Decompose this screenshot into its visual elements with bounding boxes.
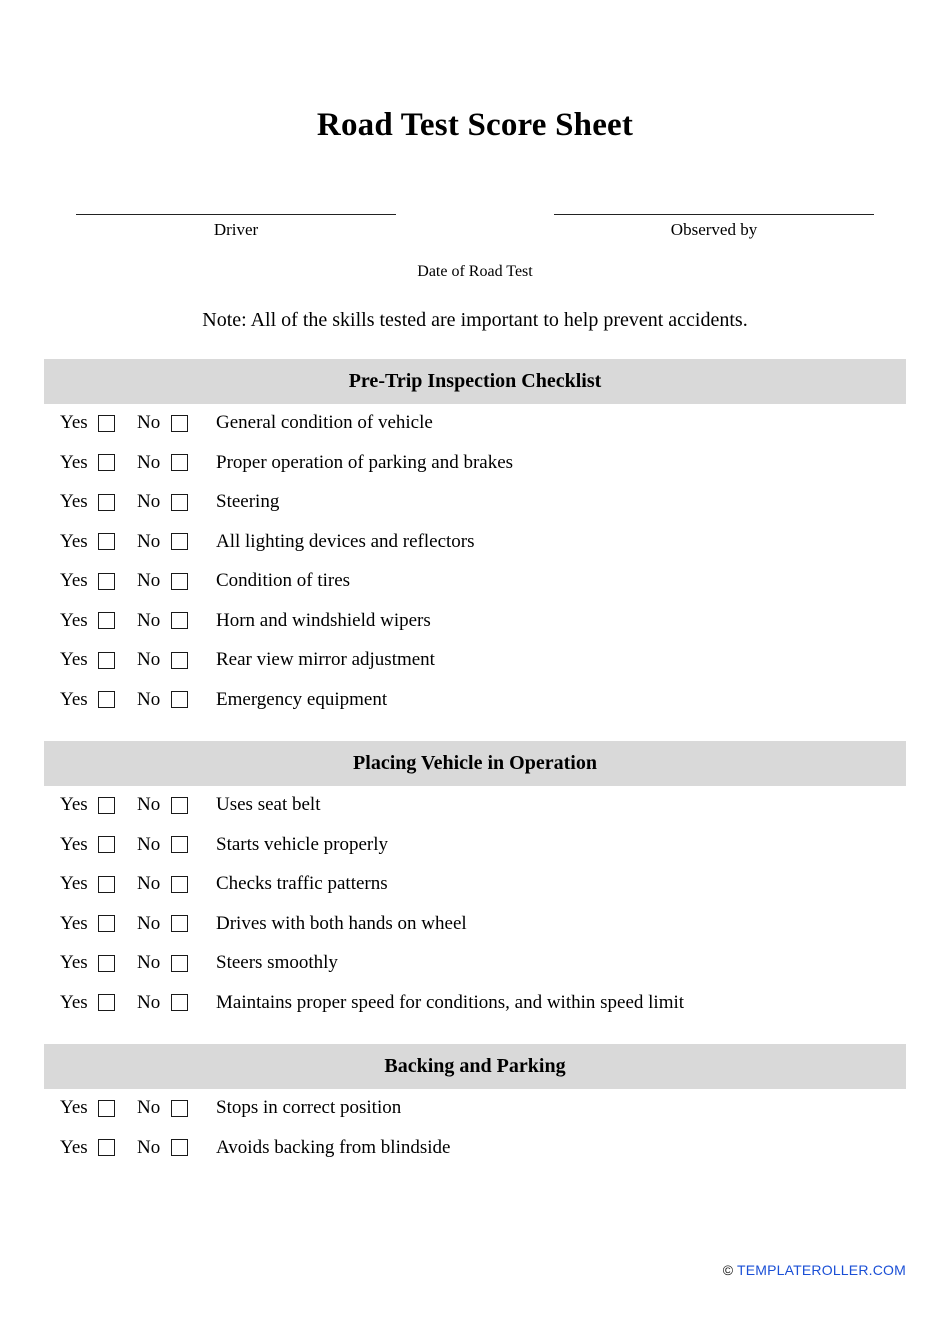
checklist-row <box>44 443 906 483</box>
no-label: No <box>137 609 161 631</box>
observed-by-field-label: Observed by <box>670 219 758 239</box>
section-header-placing-vehicle: Placing Vehicle in Operation <box>44 741 906 786</box>
no-checkbox[interactable] <box>171 691 188 708</box>
checklist-row <box>44 1089 906 1129</box>
no-checkbox[interactable] <box>171 994 188 1011</box>
no-checkbox[interactable] <box>171 454 188 471</box>
yes-label: Yes <box>60 491 88 513</box>
checklist-item-label: Condition of tires <box>216 570 351 592</box>
checklist-row <box>44 944 906 984</box>
yes-label: Yes <box>60 991 88 1013</box>
yes-checkbox[interactable] <box>98 691 115 708</box>
checklist-item-label: Emergency equipment <box>216 688 388 710</box>
no-label: No <box>137 833 161 855</box>
no-checkbox[interactable] <box>171 1139 188 1156</box>
date-field-row <box>44 263 906 281</box>
copyright-symbol: © <box>722 1262 734 1278</box>
no-checkbox[interactable] <box>171 415 188 432</box>
no-checkbox[interactable] <box>171 494 188 511</box>
yes-checkbox[interactable] <box>98 994 115 1011</box>
yes-label: Yes <box>60 412 88 434</box>
checklist-row <box>44 786 906 826</box>
checklist-item-label: Starts vehicle properly <box>216 833 389 855</box>
checklist-row <box>44 904 906 944</box>
footer-watermark[interactable] <box>723 1262 906 1278</box>
signature-fields-row <box>44 194 906 241</box>
yes-checkbox[interactable] <box>98 836 115 853</box>
checklist-row <box>44 680 906 720</box>
no-label: No <box>137 794 161 816</box>
no-label: No <box>137 530 161 552</box>
checklist-row <box>44 483 906 523</box>
driver-input-line[interactable] <box>76 194 396 215</box>
no-checkbox[interactable] <box>171 1100 188 1117</box>
no-checkbox[interactable] <box>171 573 188 590</box>
no-checkbox[interactable] <box>171 955 188 972</box>
yes-checkbox[interactable] <box>98 652 115 669</box>
checklist-item-label: Stops in correct position <box>216 1097 402 1119</box>
date-field <box>315 263 635 281</box>
yes-checkbox[interactable] <box>98 533 115 550</box>
yes-checkbox[interactable] <box>98 797 115 814</box>
yes-checkbox[interactable] <box>98 876 115 893</box>
no-label: No <box>137 912 161 934</box>
no-label: No <box>137 491 161 513</box>
checklist-item-label: All lighting devices and reflectors <box>216 530 475 552</box>
checklist-row <box>44 865 906 905</box>
checklist-row <box>44 983 906 1023</box>
driver-field-label: Driver <box>213 219 259 239</box>
checklist-row <box>44 562 906 602</box>
yes-checkbox[interactable] <box>98 955 115 972</box>
date-field-label: Date of Road Test <box>417 262 533 280</box>
note-text: Note: All of the skills tested are important to help prevent accidents. <box>202 308 748 331</box>
checklist-row <box>44 1128 906 1168</box>
no-label: No <box>137 952 161 974</box>
no-checkbox[interactable] <box>171 612 188 629</box>
yes-label: Yes <box>60 688 88 710</box>
no-checkbox[interactable] <box>171 915 188 932</box>
checklist-item-label: Steering <box>216 491 280 513</box>
yes-label: Yes <box>60 873 88 895</box>
yes-checkbox[interactable] <box>98 1139 115 1156</box>
driver-field <box>76 194 396 241</box>
yes-label: Yes <box>60 451 88 473</box>
no-label: No <box>137 1136 161 1158</box>
yes-label: Yes <box>60 794 88 816</box>
yes-label: Yes <box>60 570 88 592</box>
checklist-row <box>44 404 906 444</box>
no-label: No <box>137 873 161 895</box>
checklist-item-label: Rear view mirror adjustment <box>216 649 435 671</box>
no-label: No <box>137 991 161 1013</box>
checklist-item-label: Uses seat belt <box>216 794 321 816</box>
page-title: Road Test Score Sheet <box>316 107 634 143</box>
no-checkbox[interactable] <box>171 797 188 814</box>
no-label: No <box>137 570 161 592</box>
yes-checkbox[interactable] <box>98 1100 115 1117</box>
yes-label: Yes <box>60 912 88 934</box>
section-header-pre-trip: Pre-Trip Inspection Checklist <box>44 359 906 404</box>
observed-by-field <box>554 194 874 241</box>
yes-checkbox[interactable] <box>98 415 115 432</box>
checklist-item-label: Proper operation of parking and brakes <box>216 451 514 473</box>
yes-checkbox[interactable] <box>98 573 115 590</box>
checklist-item-label: Checks traffic patterns <box>216 873 388 895</box>
checklist-row <box>44 522 906 562</box>
checklist-row <box>44 825 906 865</box>
yes-checkbox[interactable] <box>98 915 115 932</box>
checklist-item-label: Avoids backing from blindside <box>216 1136 451 1158</box>
yes-label: Yes <box>60 833 88 855</box>
checklist-item-label: General condition of vehicle <box>216 412 433 434</box>
yes-checkbox[interactable] <box>98 494 115 511</box>
yes-label: Yes <box>60 609 88 631</box>
observed-by-input-line[interactable] <box>554 194 874 215</box>
no-checkbox[interactable] <box>171 836 188 853</box>
section-header-backing-parking: Backing and Parking <box>44 1044 906 1089</box>
no-label: No <box>137 1097 161 1119</box>
checklist-item-label: Maintains proper speed for conditions, and within speed limit <box>216 991 685 1013</box>
checklist-row <box>44 641 906 681</box>
yes-label: Yes <box>60 530 88 552</box>
no-checkbox[interactable] <box>171 652 188 669</box>
yes-label: Yes <box>60 1136 88 1158</box>
no-label: No <box>137 412 161 434</box>
no-label: No <box>137 451 161 473</box>
checklist-item-label: Horn and windshield wipers <box>216 609 431 631</box>
document-page <box>0 106 950 1336</box>
yes-checkbox[interactable] <box>98 454 115 471</box>
checklist-item-label: Steers smoothly <box>216 952 338 974</box>
no-checkbox[interactable] <box>171 533 188 550</box>
yes-checkbox[interactable] <box>98 612 115 629</box>
no-label: No <box>137 649 161 671</box>
yes-label: Yes <box>60 649 88 671</box>
checklist-item-label: Drives with both hands on wheel <box>216 912 467 934</box>
brand-name: TEMPLATEROLLER.COM <box>736 1262 906 1278</box>
yes-label: Yes <box>60 952 88 974</box>
no-checkbox[interactable] <box>171 876 188 893</box>
no-label: No <box>137 688 161 710</box>
yes-label: Yes <box>60 1097 88 1119</box>
checklist-row <box>44 601 906 641</box>
